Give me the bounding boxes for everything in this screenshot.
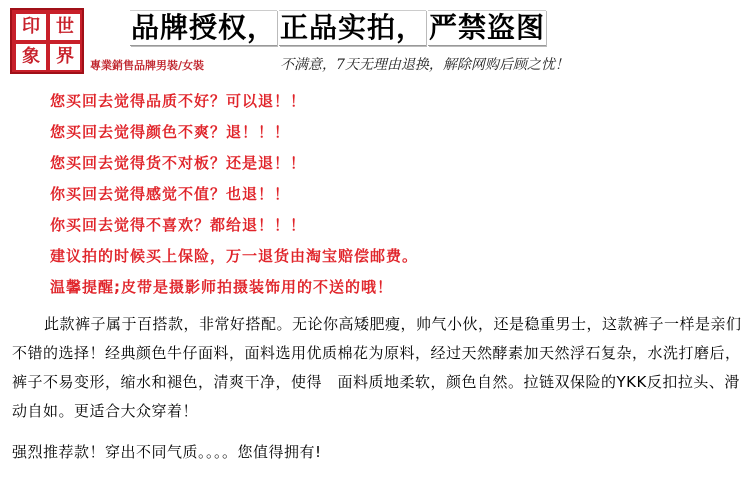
return-slogan: 不满意，7天无理由退换，解除网购后顾之忧！ xyxy=(280,57,569,73)
banner-tile-no-theft: 严禁盗图 xyxy=(429,11,546,44)
policy-line: 您买回去觉得货不对板？还是退！！ xyxy=(50,154,307,172)
banner-tile-genuine: 正品实拍， xyxy=(280,11,426,44)
shop-tagline: 專業銷售品牌男裝/女裝 xyxy=(90,59,205,72)
logo-char: 界 xyxy=(50,44,80,70)
policy-line: 温馨提醒;皮带是摄影师拍摄装饰用的不送的哦！ xyxy=(50,278,394,296)
brand-logo-seal xyxy=(10,8,84,74)
recommendation-text: 强烈推荐款！穿出不同气质。。。。您值得拥有! xyxy=(12,443,322,461)
banner-tile-authorized: 品牌授权， xyxy=(131,11,277,44)
policy-line: 建议拍的时候买上保险，万一退货由淘宝赔偿邮费。 xyxy=(50,247,419,265)
header-banner xyxy=(130,10,548,46)
logo-char: 象 xyxy=(16,44,46,70)
policy-line: 您买回去觉得颜色不爽？退！！！ xyxy=(50,123,291,141)
logo-char: 世 xyxy=(50,14,80,40)
policy-line: 您买回去觉得品质不好？可以退！！ xyxy=(50,92,307,110)
return-policy-list xyxy=(50,88,418,305)
policy-line: 你买回去觉得感觉不值？也退！！ xyxy=(50,185,291,203)
product-description: 此款裤子属于百搭款，非常好搭配。无论你高矮肥瘦，帅气小伙，还是稳重男士，这款裤子一样是亲们不错的选择！经典颜色牛仔面料，面料选用优质棉花为原料，经过天然酵素加天然浮石复杂，水洗打磨后，裤子不易变形，缩水和褪色，清爽干净，使得 面料质地柔软，颜色自然。拉链双保险的YKK反扣拉头、滑动自如。更适合大众穿着！ xyxy=(12,315,742,420)
logo-char: 印 xyxy=(16,14,46,40)
policy-line: 你买回去觉得不喜欢？都给退！！！ xyxy=(50,216,307,234)
